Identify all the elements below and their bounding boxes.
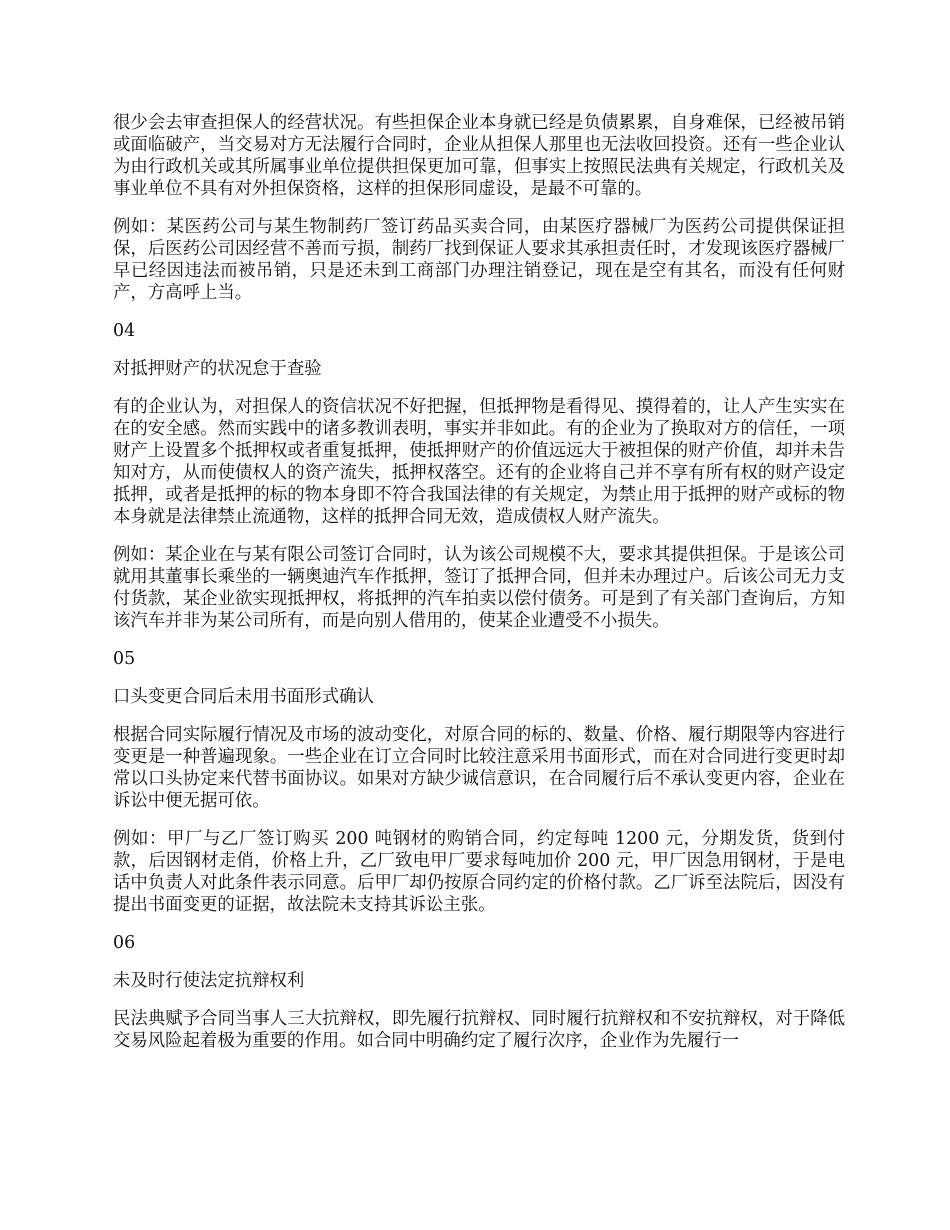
section-title-06: 未及时行使法定抗辩权利 xyxy=(113,971,305,991)
paragraph-guarantor-status: 很少会去审查担保人的经营状况。有些担保企业本身就已经是负债累累，自身难保，已经被吊销或面临破产，当交易对方无法履行合同时，企业从担保人那里也无法收回投资。还有一些企业认为由行政机关或其所属事业单位提供担保更加可靠，但事实上按照民法典有关规定，行政机关及事业单位不具有对外担保资格，这样的担保形同虚设，是最不可靠的。 xyxy=(113,113,845,199)
paragraph-example-pharma: 例如：某医药公司与某生物制药厂签订药品买卖合同，由某医疗器械厂为医药公司提供保证担保，后医药公司因经营不善而亏损，制药厂找到保证人要求其承担责任时，才发现该医疗器械厂早已经因违法而被吊销，只是还未到工商部门办理注销登记，现在是空有其名，而没有任何财产，方高呼上当。 xyxy=(113,217,845,303)
paragraph-example-steel: 例如：甲厂与乙厂签订购买 200 吨钢材的购销合同，约定每吨 1200 元，分期发货，货到付款，后因钢材走俏，价格上升，乙厂致电甲厂要求每吨加价 200 元，甲厂因急用钢材，于是电话中负责人对此条件表示同意。后甲厂却仍按原合同约定的价格付款。乙厂诉至法院后，因没有提出书面变更的证据，故法院未支持其诉讼主张。 xyxy=(113,829,845,915)
section-number-05: 05 xyxy=(113,649,136,669)
section-title-04: 对抵押财产的状况怠于查验 xyxy=(113,359,322,379)
document-body xyxy=(113,112,845,1068)
paragraph-defense-rights: 民法典赋予合同当事人三大抗辩权，即先履行抗辩权、同时履行抗辩权和不安抗辩权，对于降低交易风险起着极为重要的作用。如合同中明确约定了履行次序，企业作为先履行一 xyxy=(113,1009,845,1051)
section-title-05: 口头变更合同后未用书面形式确认 xyxy=(113,687,374,707)
section-number-04: 04 xyxy=(113,321,136,341)
paragraph-example-audi: 例如：某企业在与某有限公司签订合同时，认为该公司规模不大，要求其提供担保。于是该公司就用其董事长乘坐的一辆奥迪汽车作抵押，签订了抵押合同，但并未办理过户。后该公司无力支付货款，某企业欲实现抵押权，将抵押的汽车拍卖以偿付债务。可是到了有关部门查询后，方知该汽车并非为某公司所有，而是向别人借用的，使某企业遭受不小损失。 xyxy=(113,545,845,631)
paragraph-mortgage: 有的企业认为，对担保人的资信状况不好把握，但抵押物是看得见、摸得着的，让人产生实实在在的安全感。然而实践中的诸多教训表明，事实并非如此。有的企业为了换取对方的信任，一项财产上设置多个抵押权或者重复抵押，使抵押财产的价值远远大于被担保的财产价值，却并未告知对方，从而使债权人的资产流失，抵押权落空。还有的企业将自己并不享有所有权的财产设定抵押，或者是抵押的标的物本身即不符合我国法律的有关规定，为禁止用于抵押的财产或标的物本身就是法律禁止流通物，这样的抵押合同无效，造成债权人财产流失。 xyxy=(113,397,845,527)
section-number-06: 06 xyxy=(113,933,136,953)
paragraph-oral-change: 根据合同实际履行情况及市场的波动变化，对原合同的标的、数量、价格、履行期限等内容进行变更是一种普遍现象。一些企业在订立合同时比较注意采用书面形式，而在对合同进行变更时却常以口头协定来代替书面协议。如果对方缺少诚信意识，在合同履行后不承认变更内容，企业在诉讼中便无据可依。 xyxy=(113,725,845,811)
